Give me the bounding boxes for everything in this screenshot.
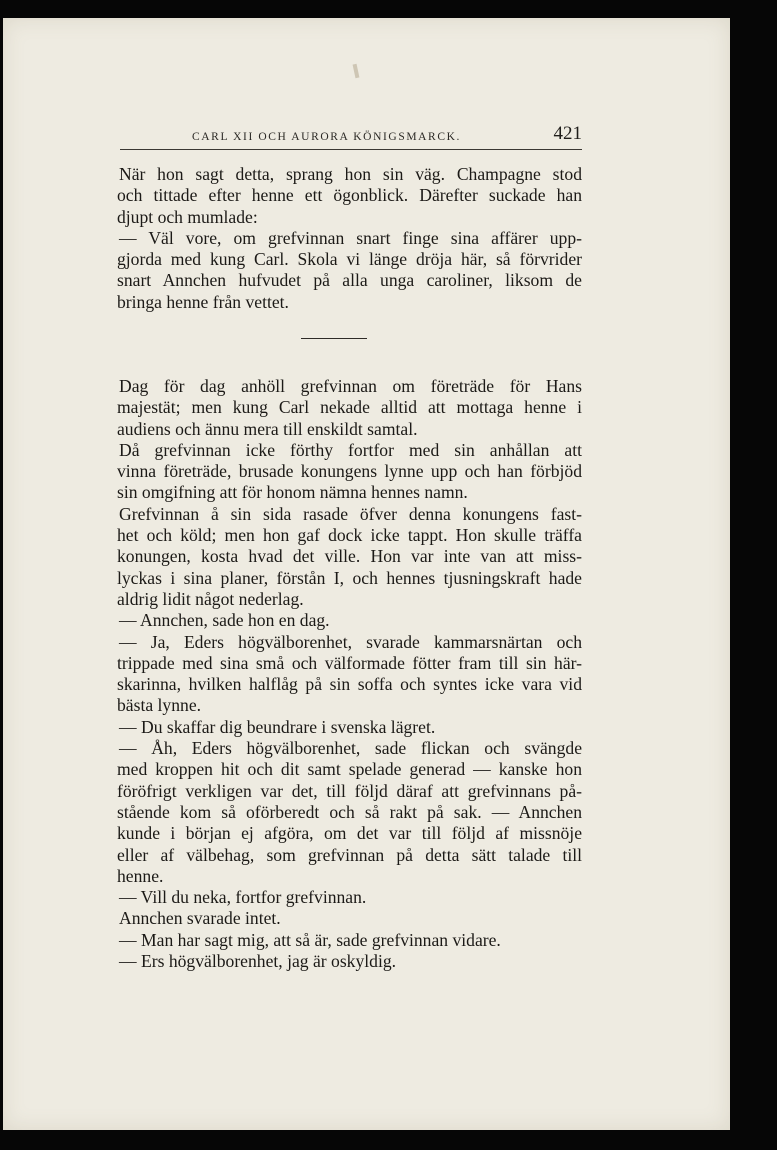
text-line: föröfrigt verkligen var det, till följd däraf att grefvinnans på- [117, 780, 582, 801]
text-block-top [117, 164, 582, 313]
paragraph [117, 376, 582, 440]
page-number: 421 [553, 123, 582, 144]
paragraph [117, 164, 582, 228]
text-line: audiens och ännu mera till enskildt samtal. [117, 418, 418, 439]
text-line: majestät; men kung Carl nekade alltid att mottaga henne i [117, 397, 582, 418]
text-line: — Väl vore, om grefvinnan snart finge sina affärer upp- [119, 227, 582, 248]
text-line: vinna företräde, brusade konungens lynne upp och han förbjöd [117, 461, 582, 482]
text-line: — Du skaffar dig beundrare i svenska lägret. [119, 716, 436, 737]
text-line: och tittade efter henne ett ögonblick. Därefter suckade han [117, 185, 582, 206]
paragraph [117, 504, 582, 610]
text-line: skarinna, hvilken halflåg på sin soffa och syntes icke vara vid [117, 674, 582, 695]
text-line: gjorda med kung Carl. Skola vi länge dröja här, så förvrider [117, 249, 582, 270]
text-line: kunde i början ej afgöra, om det var till följd af missnöje [117, 823, 582, 844]
section-divider [301, 338, 367, 339]
text-line: eller af välbehag, som grefvinnan på detta sätt talade till [117, 844, 582, 865]
text-line: stående kom så oförberedt och så rakt på sak. — Annchen [117, 801, 582, 822]
text-line: bästa lynne. [117, 695, 202, 716]
paragraph [117, 738, 582, 887]
text-line: Annchen svarade intet. [119, 908, 281, 929]
header-rule [120, 149, 582, 150]
text-block-main [117, 376, 582, 972]
paragraph [117, 440, 582, 504]
text-line: snart Annchen hufvudet på alla unga caroliner, liksom de [117, 270, 582, 291]
text-line: henne. [117, 865, 164, 886]
text-line: med kroppen hit och dit samt spelade generad — kanske hon [117, 759, 582, 780]
paragraph [117, 930, 582, 951]
paragraph [117, 951, 582, 972]
text-line: lyckas i sina planer, förstån I, och hennes tjusningskraft hade [117, 567, 582, 588]
text-line: — Ers högvälborenhet, jag är oskyldig. [119, 951, 397, 972]
text-line: sin omgifning att för honom nämna hennes namn. [117, 482, 468, 503]
running-title: CARL XII OCH AURORA KÖNIGSMARCK. [192, 131, 461, 143]
text-line: aldrig lidit något nederlag. [117, 588, 304, 609]
paragraph [117, 887, 582, 908]
text-line: Dag för dag anhöll grefvinnan om företräde för Hans [119, 376, 582, 396]
text-line: När hon sagt detta, sprang hon sin väg. Champagne stod [119, 164, 582, 184]
text-line: Grefvinnan å sin sida rasade öfver denna konungens fast- [119, 503, 582, 524]
page-header [192, 123, 582, 149]
text-line: het och köld; men hon gaf dock icke tappt. Hon skulle träffa [117, 525, 582, 546]
text-line: bringa henne från vettet. [117, 291, 289, 312]
text-line: Då grefvinnan icke förthy fortfor med sin anhållan att [119, 439, 582, 460]
paragraph [117, 610, 582, 631]
text-line: — Ja, Eders högvälborenhet, svarade kammarsnärtan och [119, 631, 582, 652]
text-line: konungen, kosta hvad det ville. Hon var inte van att miss- [117, 546, 582, 567]
paragraph [117, 717, 582, 738]
text-line: — Vill du neka, fortfor grefvinnan. [119, 887, 367, 908]
text-line: — Annchen, sade hon en dag. [119, 610, 330, 631]
paragraph [117, 228, 582, 313]
paragraph [117, 908, 582, 929]
paragraph [117, 632, 582, 717]
text-line: — Man har sagt mig, att så är, sade grefvinnan vidare. [119, 929, 501, 950]
text-line: — Åh, Eders högvälborenhet, sade flickan och svängde [119, 738, 582, 759]
text-line: djupt och mumlade: [117, 206, 258, 227]
text-line: trippade med sina små och välformade fötter fram till sin här- [117, 652, 582, 673]
